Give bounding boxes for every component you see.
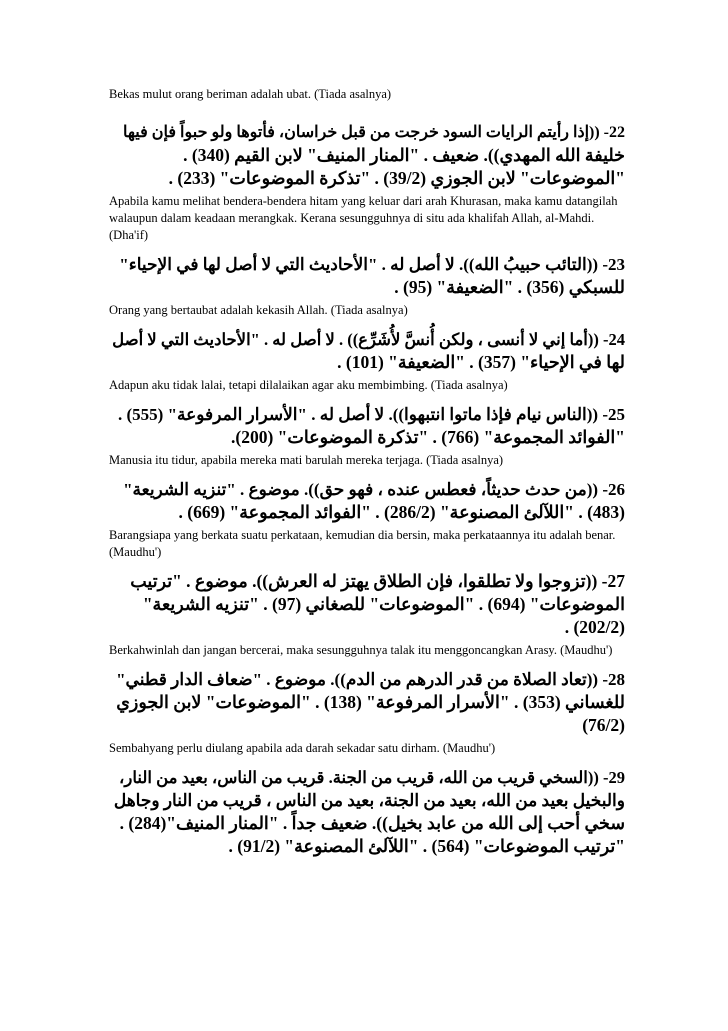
arabic-line: والبخيل بعيد من الله، بعيد من الجنة، بعيد من الناس ، قريب من النار وجاهل [113,791,625,810]
malay-translation: Manusia itu tidur, apabila mereka mati barulah mereka terjaga. (Tiada asalnya) [109,453,504,467]
arabic-line: "الموضوعات" لابن الجوزي (39/2) . "تذكرة الموضوعات" (233) . [168,168,625,188]
malay-translation: Apabila kamu melihat bendera-bendera hitam yang keluar dari arah Khurasan, maka kamu datangilah walaupun dalam keadaan merangkak. Kerana sesungguhnya di situ ada khalifah Allah, al-Mahdi. (Dha'if) [109,194,618,242]
arabic-line: 23- ((التائب حبيبُ الله)). لا أصل له . "الأحاديث التي لا أصل لها في الإحياء" [119,255,625,274]
arabic-text [109,478,625,524]
arabic-text [109,668,625,737]
arabic-text [109,121,625,190]
hadith-entry-28 [109,668,625,757]
malay-translation: Orang yang bertaubat adalah kekasih Allah. (Tiada asalnya) [109,303,408,317]
arabic-text [109,403,625,449]
malay-translation: Berkahwinlah dan jangan bercerai, maka sesungguhnya talak itu menggoncangkan Arasy. (Maudhu') [109,643,613,657]
arabic-line: (202/2) . [564,617,625,637]
malay-translation: Adapun aku tidak lalai, tetapi dilalaikan agar aku membimbing. (Tiada asalnya) [109,378,508,392]
arabic-line: 27- ((تزوجوا ولا تطلقوا، فإن الطلاق يهتز له العرش)). موضوع . "ترتيب [130,571,625,591]
arabic-line: 28- ((تعاد الصلاة من قدر الدرهم من الدم)). موضوع . "ضعاف الدار قطني" [116,670,625,689]
hadith-entry-24 [109,328,625,394]
arabic-line: 29- ((السخي قريب من الله، قريب من الجنة. قريب من الناس، بعيد من النار، [119,768,625,787]
arabic-text [109,766,625,858]
hadith-entry-23 [109,253,625,319]
malay-translation: Barangsiapa yang berkata suatu perkataan, kemudian dia bersin, maka perkataannya itu adalah benar. (Maudhu') [109,528,616,559]
arabic-line: لها في الإحياء" (357) . "الضعيفة" (101) . [337,352,625,372]
hadith-entry-22 [109,121,625,244]
malay-translation: Sembahyang perlu diulang apabila ada darah sekadar satu dirham. (Maudhu') [109,741,496,755]
hadith-entry-25 [109,403,625,469]
arabic-line: خليفة الله المهدي)). ضعيف . "المنار المنيف" لابن القيم (340) . [183,145,625,165]
arabic-line: الموضوعات" (694) . "الموضوعات" للصغاني (97) . "تنزيه الشريعة" [142,594,625,614]
intro-translation: Bekas mulut orang beriman adalah ubat. (Tiada asalnya) [109,87,392,101]
hadith-entry-27 [109,570,625,659]
arabic-line: "ترتيب الموضوعات" (564) . "اللآلئ المصنوعة" (91/2) . [228,836,625,856]
arabic-text [109,253,625,299]
hadith-entry-29 [109,766,625,858]
arabic-line: (76/2) [582,715,625,735]
arabic-text [109,570,625,639]
arabic-line: 26- ((من حدث حديثاً، فعطس عنده ، فهو حق)). موضوع . "تنزيه الشريعة" [123,480,625,499]
arabic-text [109,328,625,374]
arabic-line: "الفوائد المجموعة" (766) . "تذكرة الموضوعات" (200). [231,427,625,447]
hadith-entry-26 [109,478,625,561]
arabic-line: سخي أحب إلى الله من عابد بخيل)). ضعيف جداً . "المنار المنيف"(284) . [119,813,625,833]
arabic-line: (483) . "اللآلئ المصنوعة" (286/2) . "الفوائد المجموعة" (669) . [178,502,625,522]
arabic-line: 22- ((إذا رأيتم الرايات السود خرجت من قبل خراسان، فأتوها ولو حبواً فإن فيها [123,124,625,141]
arabic-line: 24- ((أما إني لا أنسى ، ولكن أُنسَّ لأُشَرِّع)) . لا أصل له . "الأحاديث التي لا أصل [112,330,625,349]
arabic-line: 25- ((الناس نيام فإذا ماتوا انتبهوا)). لا أصل له . "الأسرار المرفوعة" (555) . [118,405,625,424]
arabic-line: للسبكي (356) . "الضعيفة" (95) . [394,277,625,297]
document-page [109,86,625,867]
arabic-line: للغساني (353) . "الأسرار المرفوعة" (138) . "الموضوعات" لابن الجوزي [116,692,625,712]
